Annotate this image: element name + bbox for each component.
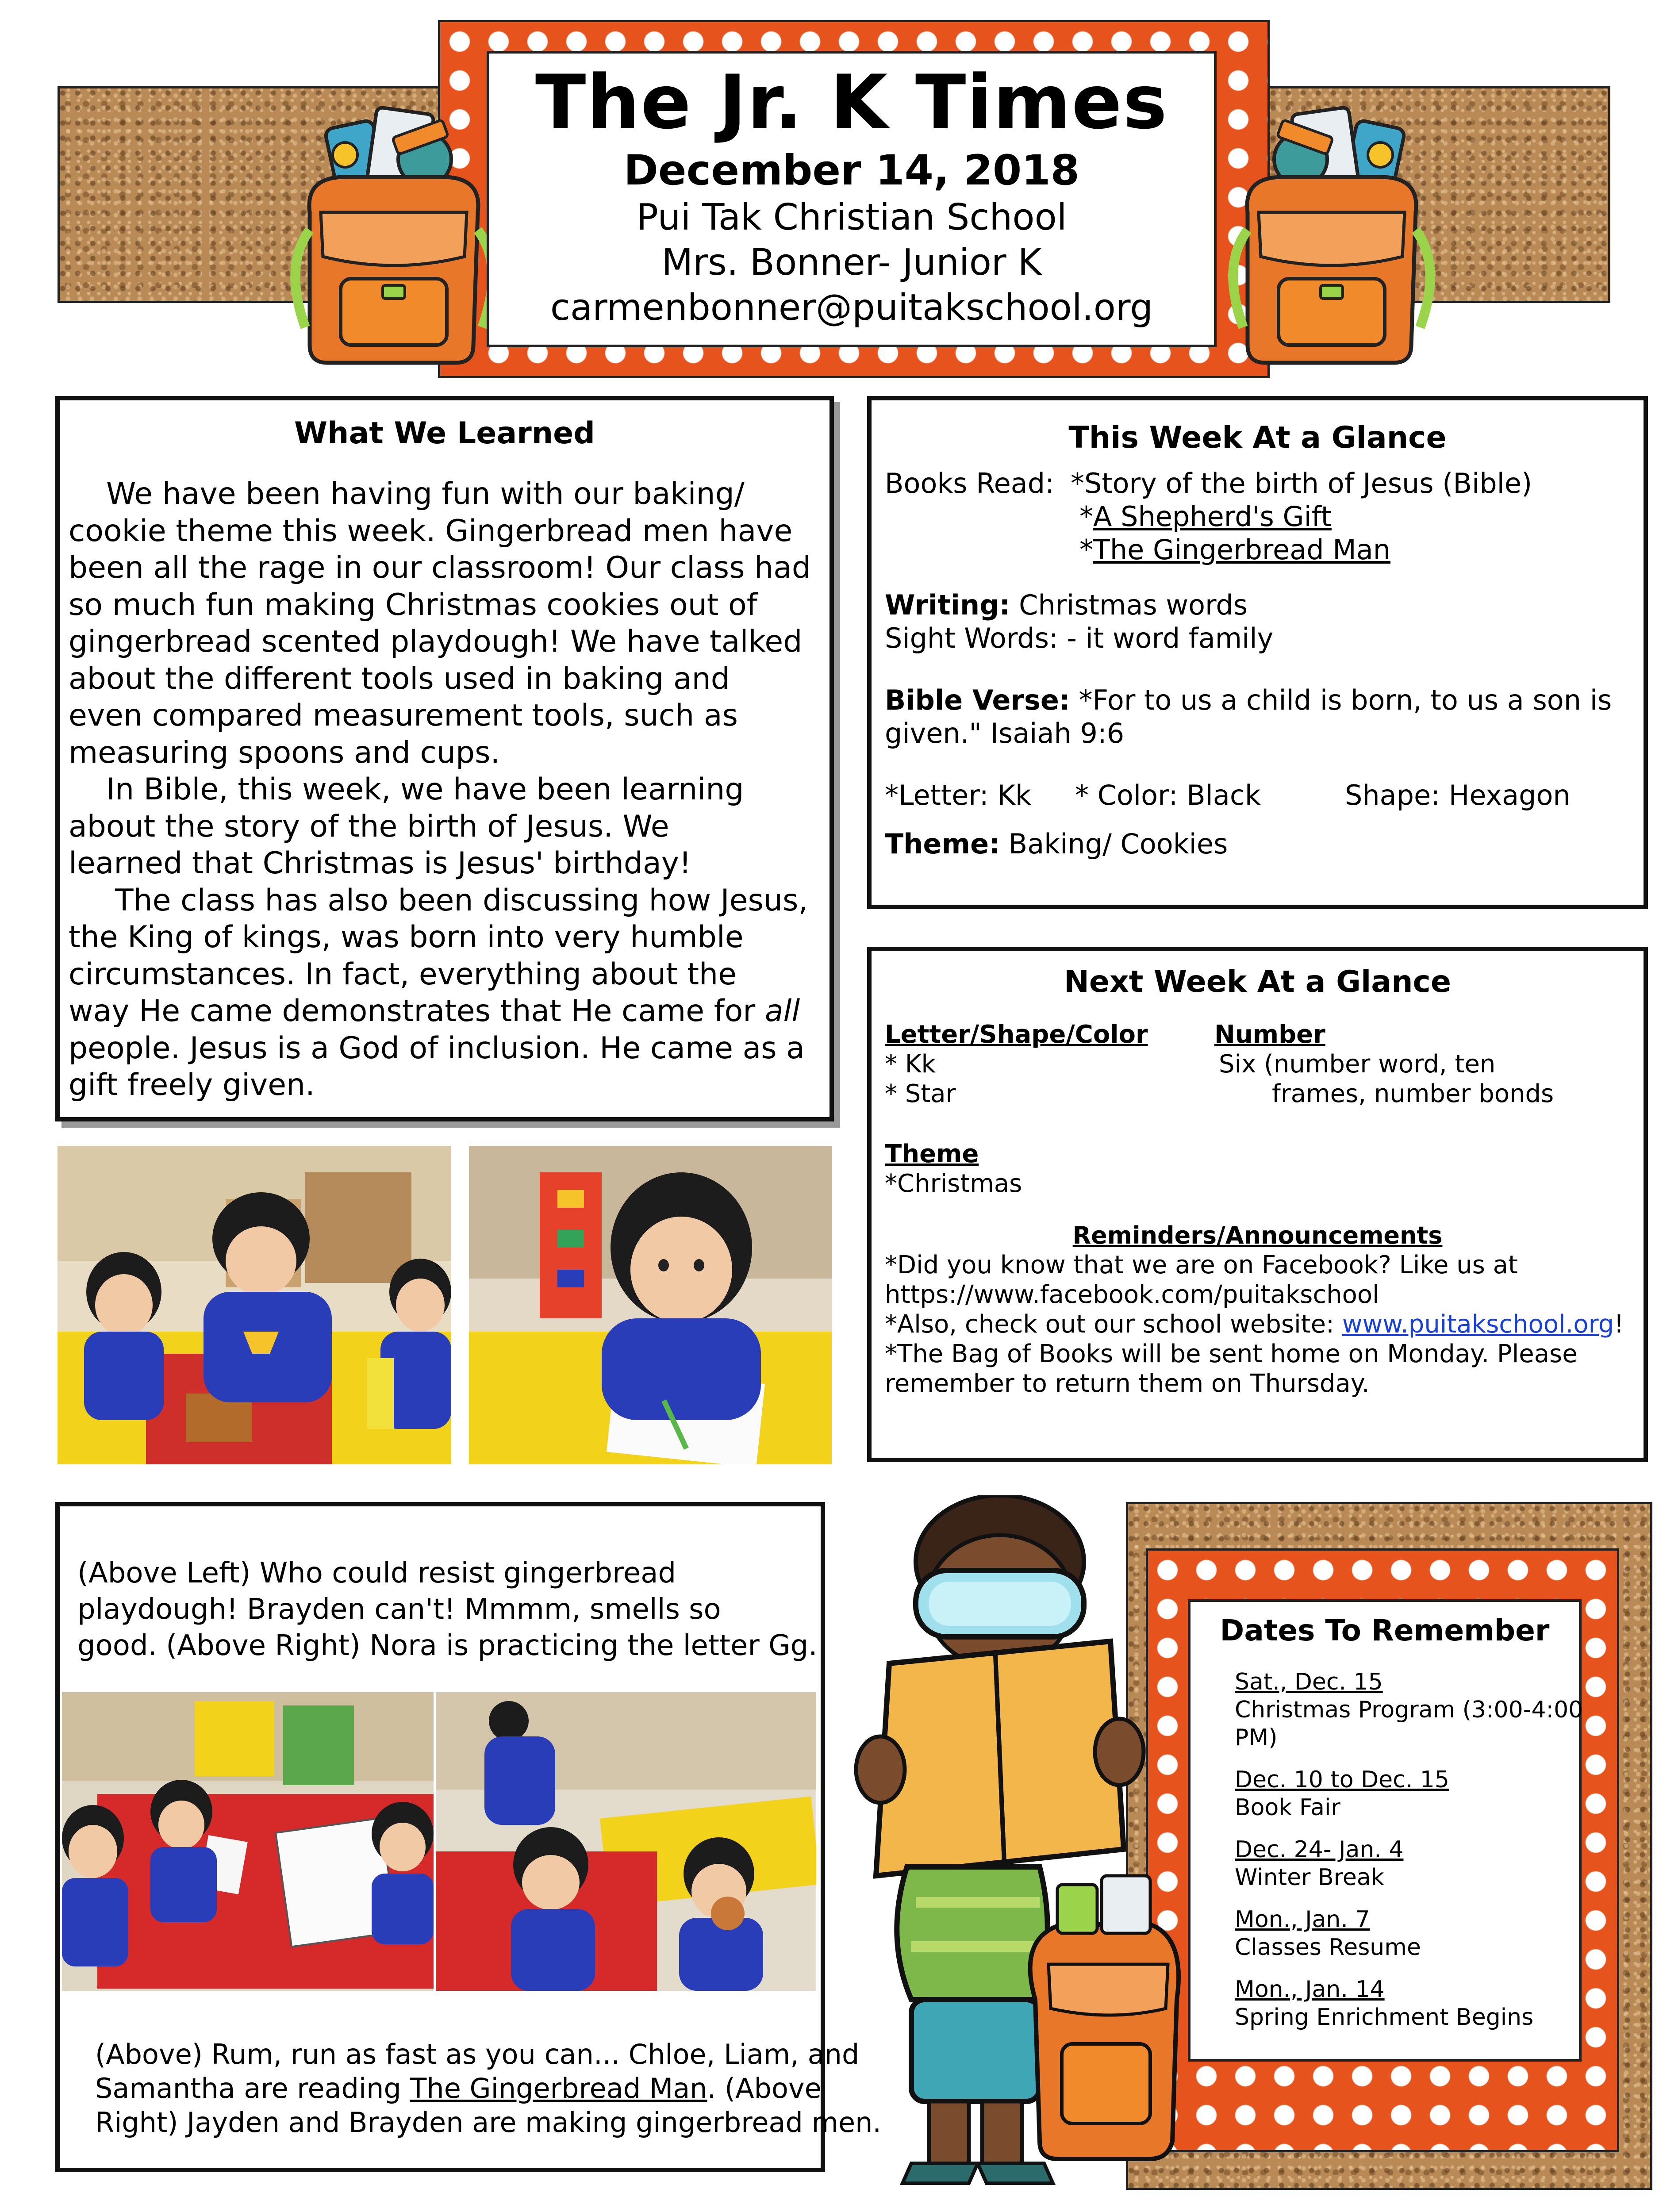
reminders-heading: Reminders/Announcements — [1072, 1221, 1443, 1249]
bible-verse-row — [885, 684, 1644, 717]
book-title-shepherds-gift: A Shepherd's Gift — [1093, 500, 1332, 533]
learned-line: so much fun making Christmas cookies out of — [69, 587, 757, 622]
newsletter-title: The Jr. K Times — [535, 59, 1168, 146]
next-week-columns — [885, 1020, 1644, 1121]
number-line: Six (number word, ten — [1219, 1050, 1496, 1079]
bible-verse-row-2: given." Isaiah 9:6 — [885, 717, 1125, 749]
learned-line: the King of kings, was born into very humble — [69, 920, 744, 955]
date-label: Dec. 10 to Dec. 15 — [1235, 1767, 1449, 1793]
bible-verse-value: *For to us a child is born, to us a son is — [1079, 684, 1612, 716]
caption-text: . (Above — [707, 2072, 822, 2104]
backpack-illustration-left — [279, 97, 509, 372]
date-label: Mon., Jan. 7 — [1235, 1906, 1370, 1933]
photo-captions-panel — [55, 1502, 882, 2172]
color-value: * Color: Black — [1075, 779, 1261, 811]
letter-color-shape-row — [885, 779, 1644, 812]
next-week-panel — [867, 947, 1648, 1462]
theme-row — [885, 827, 1644, 860]
date-item — [1235, 1766, 1579, 1822]
next-theme-block — [885, 1139, 1644, 1198]
books-read-label: Books Read: — [885, 467, 1054, 499]
learned-line: measuring spoons and cups. — [69, 735, 500, 770]
date-item — [1235, 1668, 1583, 1752]
learned-line: We have been having fun with our baking/ — [106, 476, 745, 511]
learned-line — [69, 993, 821, 1030]
book-item — [1079, 500, 1332, 533]
reminder-text: ! — [1614, 1310, 1624, 1339]
learned-line: people. Jesus is a God of inclusion. He came as a — [69, 1030, 805, 1066]
book-star: * — [1079, 500, 1093, 533]
caption-line: playdough! Brayden can't! Mmmm, smells so — [77, 1593, 721, 1626]
reminder-line: *The Bag of Books will be sent home on Monday. Please — [885, 1340, 1578, 1368]
photo-making-gingerbread-men — [436, 1692, 816, 1991]
teacher-name: Mrs. Bonner- Junior K — [661, 242, 1042, 284]
this-week-heading: This Week At a Glance — [1068, 420, 1447, 455]
book-item — [1079, 533, 1390, 566]
learned-line: about the different tools used in baking and — [69, 661, 730, 696]
this-week-panel — [867, 396, 1648, 909]
photo-making-image — [436, 1692, 816, 1991]
top-caption — [77, 1555, 818, 1664]
what-we-learned-body — [69, 476, 821, 1104]
caption-line — [95, 2071, 881, 2105]
date-label: Mon., Jan. 14 — [1235, 1976, 1385, 2003]
date-desc: Winter Break — [1235, 1864, 1384, 1891]
date-desc: Spring Enrichment Begins — [1235, 2004, 1534, 2031]
learned-line: In Bible, this week, we have been learning — [106, 772, 744, 807]
caption-line: good. (Above Right) Nora is practicing the letter Gg. — [77, 1629, 818, 1662]
bottom-caption — [95, 2037, 881, 2139]
learned-line: about the story of the birth of Jesus. We — [69, 809, 669, 844]
learned-emphasis-all: all — [764, 994, 800, 1029]
date-label: Sat., Dec. 15 — [1235, 1669, 1383, 1695]
photo-letter-practice — [469, 1146, 832, 1464]
number-line: frames, number bonds — [1272, 1079, 1554, 1108]
photo-reading-gingerbread-man — [62, 1692, 434, 1991]
book-title-gingerbread-man: The Gingerbread Man — [1093, 534, 1391, 566]
photo-reading-image — [62, 1692, 434, 1991]
book-item: *Story of the birth of Jesus (Bible) — [1071, 467, 1532, 499]
caption-line: (Above Left) Who could resist gingerbread — [77, 1557, 676, 1590]
reminders-body — [885, 1250, 1644, 1398]
date-desc: Christmas Program (3:00-4:00 — [1235, 1697, 1583, 1723]
writing-row — [885, 588, 1644, 622]
date-desc: Book Fair — [1235, 1794, 1340, 1821]
date-item — [1235, 1906, 1579, 1962]
learned-line: even compared measurement tools, such as — [69, 698, 738, 733]
book-star: * — [1079, 534, 1093, 566]
reading-kid-illustration — [849, 1495, 1186, 2185]
learned-line: gift freely given. — [69, 1068, 315, 1102]
letter-shape-color-column — [885, 1020, 1148, 1109]
photo-gingerbread-playdough — [58, 1146, 451, 1464]
shape-value: Shape: Hexagon — [1345, 779, 1571, 811]
photo-gingerbread-playdough-image — [58, 1146, 451, 1464]
date-label: Dec. 24- Jan. 4 — [1235, 1836, 1404, 1863]
learned-line: learned that Christmas is Jesus' birthday! — [69, 846, 691, 881]
reminder-line — [885, 1310, 1644, 1339]
school-name: Pui Tak Christian School — [636, 196, 1067, 238]
theme-value: Baking/ Cookies — [1008, 828, 1228, 860]
dates-list — [1235, 1668, 1583, 2032]
reminder-text: *Also, check out our school website: — [885, 1310, 1342, 1339]
lsc-item: * Kk — [885, 1050, 936, 1079]
number-column — [1214, 1020, 1554, 1109]
next-week-heading: Next Week At a Glance — [1064, 964, 1451, 999]
books-read-row — [885, 467, 1644, 566]
learned-line: been all the rage in our classroom! Our class had — [69, 550, 811, 585]
writing-value: Christmas words — [1019, 589, 1248, 621]
theme-label: Theme: — [885, 828, 1000, 860]
caption-book-title: The Gingerbread Man — [410, 2072, 707, 2104]
header-title-box — [487, 51, 1217, 347]
sight-words-row: Sight Words: - it word family — [885, 622, 1274, 654]
bible-verse-label: Bible Verse: — [885, 684, 1070, 716]
photo-letter-practice-image — [469, 1146, 832, 1464]
date-desc: PM) — [1235, 1724, 1278, 1751]
dates-heading: Dates To Remember — [1220, 1613, 1550, 1647]
what-we-learned-panel — [55, 396, 834, 1121]
next-theme-label: Theme — [885, 1140, 979, 1168]
lsc-item: * Star — [885, 1079, 956, 1108]
school-website-link[interactable]: www.puitakschool.org — [1342, 1310, 1614, 1339]
newsletter-date: December 14, 2018 — [623, 146, 1080, 195]
date-item — [1235, 1836, 1579, 1892]
learned-line: cookie theme this week. Gingerbread men have — [69, 513, 793, 549]
backpack-illustration-right — [1217, 97, 1447, 372]
writing-label: Writing: — [885, 589, 1010, 621]
learned-line-text: way He came demonstrates that He came for — [69, 994, 765, 1029]
learned-line: circumstances. In fact, everything about the — [69, 956, 737, 992]
number-label: Number — [1214, 1020, 1325, 1049]
reminder-line: *Did you know that we are on Facebook? Like us at — [885, 1251, 1518, 1279]
next-theme-value: *Christmas — [885, 1169, 1022, 1198]
reminder-line: remember to return them on Thursday. — [885, 1369, 1370, 1398]
learned-line: gingerbread scented playdough! We have talked — [69, 624, 803, 659]
letter-shape-color-label: Letter/Shape/Color — [885, 1020, 1148, 1049]
teacher-email: carmenbonner@puitakschool.org — [550, 287, 1153, 329]
dates-panel — [1188, 1599, 1582, 2062]
letter-value: *Letter: Kk — [885, 779, 1031, 811]
date-item — [1235, 1976, 1579, 2032]
caption-line: Right) Jayden and Brayden are making gingerbread men. — [95, 2106, 882, 2139]
caption-text: Samantha are reading — [95, 2072, 410, 2104]
caption-line: (Above) Rum, run as fast as you can... Chloe, Liam, and — [95, 2038, 860, 2070]
learned-line: The class has also been discussing how Jesus, — [115, 883, 808, 918]
date-desc: Classes Resume — [1235, 1934, 1421, 1961]
what-we-learned-heading: What We Learned — [294, 416, 595, 451]
reminder-line: https://www.facebook.com/puitakschool — [885, 1280, 1379, 1309]
